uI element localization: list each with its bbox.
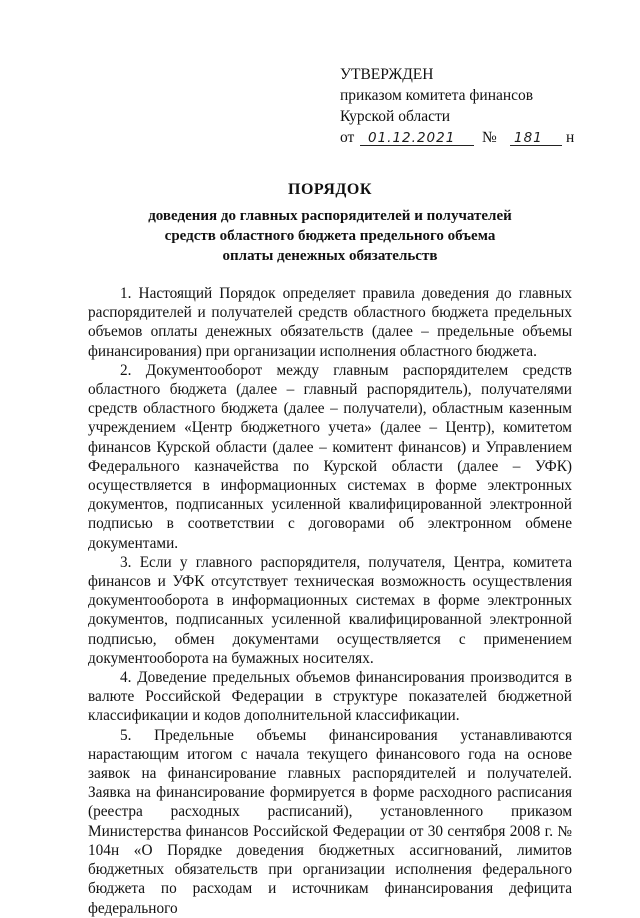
approval-heading: УТВЕРЖДЕН bbox=[340, 66, 434, 83]
number-field bbox=[510, 127, 562, 146]
approval-stamp-block bbox=[340, 64, 580, 148]
subtitle-line: доведения до главных распорядителей и получателей bbox=[148, 208, 512, 224]
date-prefix: от bbox=[340, 129, 355, 146]
document-body bbox=[88, 284, 572, 917]
handwritten-number: 181 bbox=[514, 130, 543, 146]
approval-order-line: приказом комитета финансов bbox=[340, 87, 534, 104]
subtitle-line: оплаты денежных обязательств bbox=[222, 248, 438, 264]
paragraph-2: 2. Документооборот между главным распорядителем средств областного бюджета (далее – главный распорядитель), получателями средств областного бюджета (далее – получатели), областным казенным учреждением «Центр бюджетного учета» (далее – Центр), комитетом финансов Курской области (далее – комитент финансов) и Управлением Федерального казначейства по Курской области (далее – УФК) осуществляется в информационных системах в форме электронных документов, подписанных усиленной квалифицированной электронной подписью в соответствии с договорами об электронном обмене документами. bbox=[88, 361, 572, 552]
document-title-block bbox=[40, 178, 620, 266]
paragraph-5: 5. Предельные объемы финансирования устанавливаются нарастающим итогом с начала текущего финансового года на основе заявок на финансирование главных распорядителей и получателей. Заявка на финансирование формируется в форме расходного расписания (реестра расходных расписаний), установленного приказом Министерства финансов Российской Федерации от 30 сентября 2008 г. № 104н «О Порядке доведения бюджетных ассигнований, лимитов бюджетных обязательств при организации исполнения федерального бюджета по расходам и источникам финансирования дефицита федерального bbox=[88, 726, 572, 917]
number-suffix: н bbox=[566, 129, 575, 146]
date-field bbox=[360, 127, 474, 146]
number-label: № bbox=[482, 129, 497, 146]
document-title: ПОРЯДОК bbox=[288, 181, 372, 198]
paragraph-1: 1. Настоящий Порядок определяет правила доведения до главных распорядителей и получателей средств областного бюджета предельных объемов оплаты денежных обязательств (далее – предельные объемы финансирования) при организации исполнения областного бюджета. bbox=[88, 285, 572, 360]
paragraph-4: 4. Доведение предельных объемов финансирования производится в валюте Российской Федерации в структуре показателей бюджетной классификации и кодов дополнительной классификации. bbox=[88, 669, 572, 725]
handwritten-date: 01.12.2021 bbox=[368, 130, 456, 146]
subtitle-line: средств областного бюджета предельного объема bbox=[164, 228, 496, 244]
approval-date-number-row bbox=[340, 127, 580, 148]
approval-region-line: Курской области bbox=[340, 108, 451, 125]
paragraph-3: 3. Если у главного распорядителя, получателя, Центра, комитета финансов и УФК отсутствует техническая возможность осуществления документооборота в информационных системах в форме электронных документов, подписанных усиленной квалифицированной электронной подписью, обмен документами осуществляется с применением документооборота на бумажных носителях. bbox=[88, 553, 572, 667]
document-subtitle bbox=[40, 206, 620, 266]
